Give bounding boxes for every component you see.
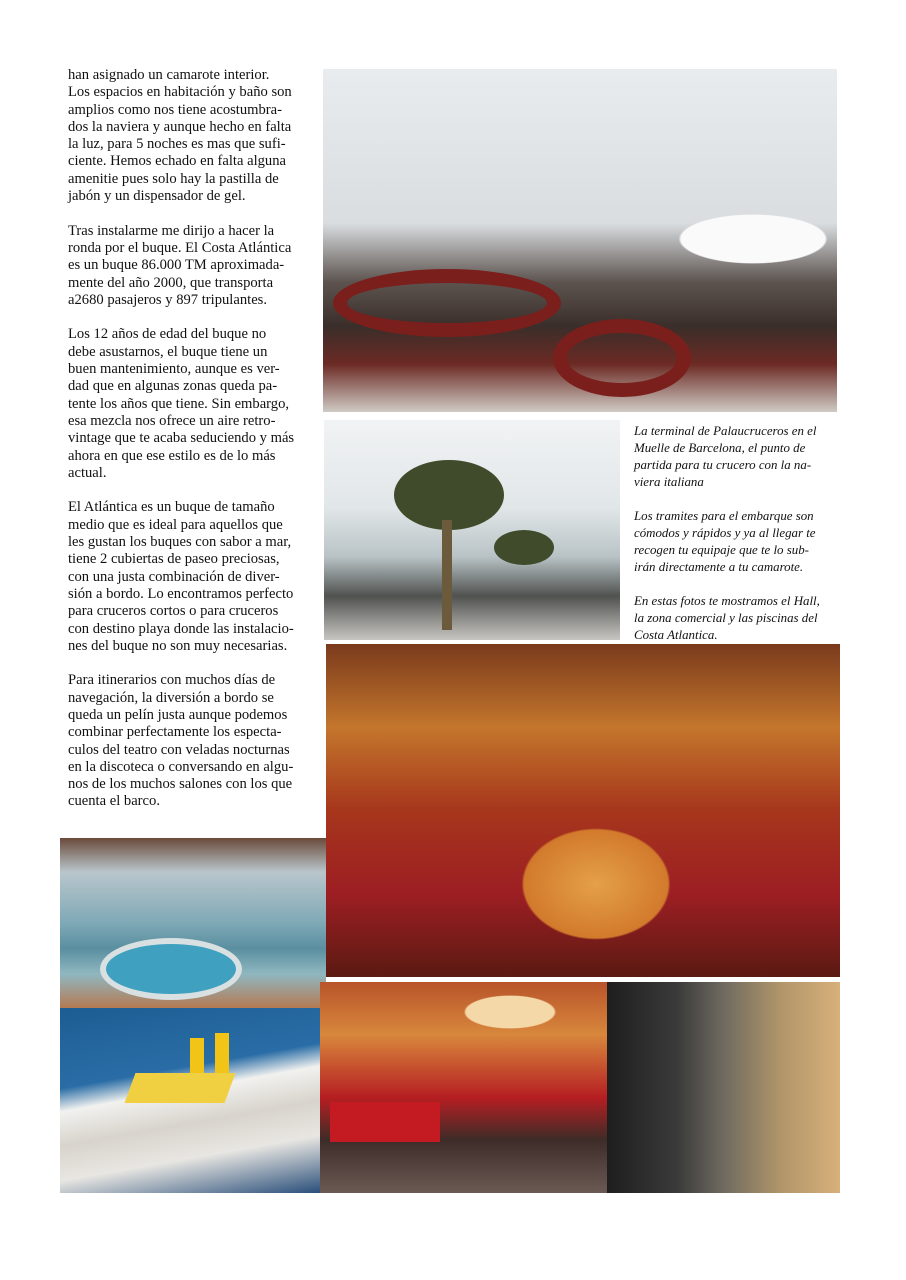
paragraph-break: [68, 309, 323, 326]
text-line: para cruceros cortos o para cruceros: [68, 603, 279, 620]
text-line: recogen tu equipaje que te lo sub-: [634, 543, 809, 557]
text-line: ahora en que ese estilo es de lo más: [68, 447, 276, 464]
text-line: irán directamente a tu camarote.: [634, 560, 804, 574]
text-line: Los tramites para el embarque son: [634, 509, 814, 523]
text-line: a2680 pasajeros y 897 tripulantes.: [68, 291, 267, 308]
text-line: dos la naviera y aunque hecho en falta: [68, 118, 292, 135]
paragraph-break: [68, 205, 323, 222]
text-line: debe asustarnos, el buque tiene un: [68, 343, 268, 360]
text-line: tiene 2 cubiertas de paseo preciosas,: [68, 551, 280, 568]
photo-shopping-corridor: [607, 982, 840, 1193]
text-line: ronda por el buque. El Costa Atlántica: [68, 239, 292, 256]
photo-terminal-palms: [324, 420, 620, 640]
text-line: cuenta el barco.: [68, 793, 160, 810]
paragraph-break: [634, 576, 844, 593]
text-line: amenitie pues solo hay la pastilla de: [68, 170, 279, 187]
paragraph-break: [634, 491, 844, 508]
text-line: es un buque 86.000 TM aproximada-: [68, 257, 285, 274]
text-line: cómodos y rápidos y ya al llegar te: [634, 526, 816, 540]
text-line: Costa Atlantica.: [634, 628, 718, 642]
text-line: Para itinerarios con muchos días de: [68, 672, 276, 689]
text-line: jabón y un dispensador de gel.: [68, 188, 246, 205]
text-line: Los espacios en habitación y baño son: [68, 84, 292, 101]
paragraph-break: [68, 482, 323, 499]
text-line: dad que en algunas zonas queda pa-: [68, 378, 278, 395]
text-line: tente los años que tiene. Sin embargo,: [68, 395, 290, 412]
text-line: En estas fotos te mostramos el Hall,: [634, 594, 820, 608]
text-line: Muelle de Barcelona, el punto de: [634, 441, 806, 455]
text-line: con una justa combinación de diver-: [68, 568, 280, 585]
photo-ship-atrium: [326, 644, 840, 977]
text-line: ciente. Hemos echado en falta alguna: [68, 153, 286, 170]
text-line: la zona comercial y las piscinas del: [634, 611, 818, 625]
text-line: medio que es ideal para aquellos que: [68, 516, 283, 533]
photo-ship-lounge: [320, 982, 607, 1193]
text-line: actual.: [68, 464, 107, 481]
text-line: La terminal de Palaucruceros en el: [634, 424, 817, 438]
text-line: culos del teatro con veladas nocturnas: [68, 741, 290, 758]
text-line: buen mantenimiento, aunque es ver-: [68, 361, 280, 378]
text-line: mente del año 2000, que transporta: [68, 274, 274, 291]
text-line: nos de los muchos salones con los que: [68, 776, 293, 793]
text-line: la luz, para 5 noches es mas que sufi-: [68, 136, 286, 153]
text-line: combinar perfectamente los especta-: [68, 724, 282, 741]
text-line: con destino playa donde las instalacio-: [68, 620, 294, 637]
text-line: les gustan los buques con sabor a mar,: [68, 534, 292, 551]
text-line: sión a bordo. Lo encontramos perfecto: [68, 585, 294, 602]
text-line: El Atlántica es un buque de tamaño: [68, 499, 275, 516]
text-line: Tras instalarme me dirijo a hacer la: [68, 222, 275, 239]
article-text-column: [68, 67, 323, 811]
text-line: queda un pelín justa aunque podemos: [68, 706, 288, 723]
text-line: nes del buque no son muy necesarias.: [68, 637, 288, 654]
text-line: viera italiana: [634, 475, 704, 489]
text-line: han asignado un camarote interior.: [68, 67, 270, 83]
text-line: en la discoteca o conversando en algu-: [68, 758, 294, 775]
text-line: partida para tu crucero con la na-: [634, 458, 812, 472]
text-line: navegación, la diversión a bordo se: [68, 689, 274, 706]
text-line: vintage que te acaba seduciendo y más: [68, 430, 295, 447]
photo-terminal-hall: [323, 69, 837, 412]
paragraph-break: [68, 655, 323, 672]
text-line: esa mezcla nos ofrece un aire retro-: [68, 412, 276, 429]
text-line: Los 12 años de edad del buque no: [68, 326, 267, 343]
photo-ship-deck: [60, 1008, 320, 1193]
photo-jacuzzi: [60, 838, 326, 1008]
photo-caption: [634, 423, 844, 644]
text-line: amplios como nos tiene acostumbra-: [68, 101, 282, 118]
